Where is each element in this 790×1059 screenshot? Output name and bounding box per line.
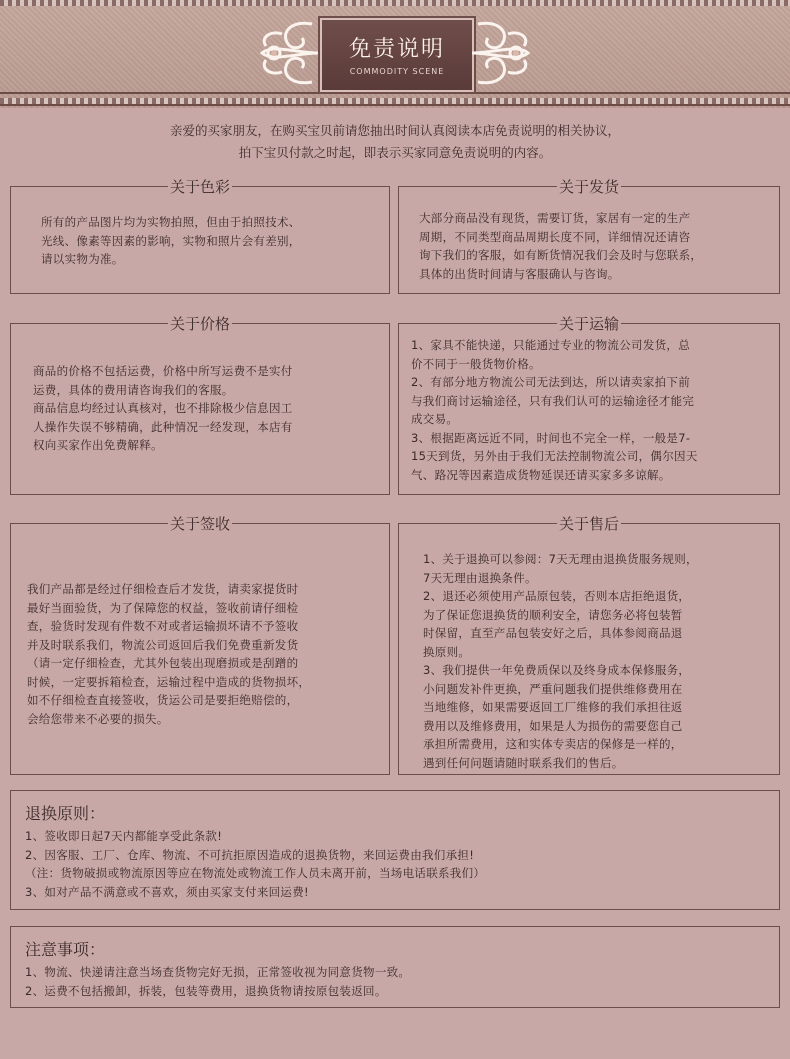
section-heading: 退换原则： (25, 804, 106, 823)
body-line: 时候，一定要拆箱检查，运输过程中造成的货物损坏， (27, 674, 311, 689)
body-line: 1、签收即日起7天内都能享受此条款! (25, 829, 223, 843)
body-line: 最好当面验货，为了保障您的权益，签收前请仔细检 (27, 600, 299, 615)
header-banner (0, 0, 790, 108)
body-line: 具体的出货时间请与客服确认与咨询。 (419, 266, 620, 281)
body-line: 询下我们的客服，如有断货情况我们会及时与您联系， (419, 248, 703, 262)
body-line: 价不同于一般货物价格。 (411, 356, 541, 371)
body-line: 光线、像素等因素的影响，实物和照片会有差别， (41, 233, 301, 248)
body-line: 7天无理由退换条件。 (423, 570, 537, 585)
section-body (27, 580, 310, 728)
page-title: 免责说明 (348, 37, 445, 62)
body-line: 1、物流、快递请注意当场查货物完好无损，正常签收视为同意货物一致。 (25, 965, 411, 979)
body-line: 会给您带来不必要的损失。 (27, 711, 169, 726)
body-line: 人操作失误不够精确，此种情况一经发现，本店有 (33, 419, 293, 434)
scroll-ornament-icon (468, 14, 538, 92)
body-line: （请一定仔细检查，尤其外包装出现磨损或是刮蹭的 (27, 656, 299, 670)
title-plate (320, 18, 474, 92)
section-body (411, 336, 698, 484)
intro-line: 拍下宝贝付款之时起，即表示买家同意免责说明的内容。 (238, 145, 552, 160)
body-line: 2、有部分地方物流公司无法到达，所以请卖家拍下前 (411, 375, 691, 389)
section-heading: 关于售后 (558, 515, 619, 533)
body-line: 1、家具不能快递，只能通过专业的物流公司发货，总 (411, 338, 691, 352)
body-line: 气、路况等因素造成货物延误还请买家多多谅解。 (411, 467, 671, 482)
section-aftersale (398, 515, 780, 775)
section-body (25, 827, 485, 901)
intro-line: 亲爱的买家朋友，在购买宝贝前请您抽出时间认真阅读本店免责说明的相关协议， (169, 123, 620, 138)
body-line: 请以实物为准。 (41, 252, 124, 266)
section-heading: 关于色彩 (169, 178, 230, 196)
section-body (423, 550, 698, 772)
body-line: 运费，具体的费用请咨询我们的客服。 (33, 382, 234, 397)
body-line: 2、退还必须使用产品原包装，否则本店拒绝退货， (423, 589, 691, 603)
section-body (25, 963, 410, 1000)
body-line: 与我们商讨运输途径，只有我们认可的运输途径才能完 (411, 393, 695, 408)
scroll-ornament-icon (252, 14, 322, 92)
body-line: 商品信息均经过认真核对，也不排除极少信息因工 (33, 401, 293, 415)
body-line: 时保留，直至产品包装安好之后，具体参阅商品退 (423, 626, 683, 640)
body-line: 周期，不同类型商品周期长度不同，详细情况还请咨 (419, 229, 691, 244)
body-line: 如不仔细检查直接签收，货运公司是要拒绝赔偿的， (27, 693, 299, 707)
section-color (10, 178, 390, 294)
body-line: 小问题发补件更换，严重问题我们提供维修费用在 (423, 681, 683, 696)
body-line: 3、根据距离远近不同，时间也不完全一样，一般是7- (411, 430, 691, 445)
section-signing (10, 515, 390, 775)
body-line: （注：货物破损或物流原因等应在物流处或物流工作人员未离开前，当场电话联系我们） (25, 866, 486, 880)
section-heading: 关于签收 (169, 515, 230, 533)
lace-border-top (0, 0, 790, 6)
section-notes (10, 926, 780, 1008)
page-subtitle: COMMODITY SCENE (349, 67, 445, 76)
body-line: 3、我们提供一年免费质保以及终身成本保修服务， (423, 663, 691, 677)
section-heading: 关于运输 (558, 315, 619, 333)
body-line: 15天到货，另外由于我们无法控制物流公司，偶尔因天 (411, 449, 698, 463)
section-transport (398, 315, 780, 495)
banner-rule (0, 92, 790, 94)
body-line: 3、如对产品不满意或不喜欢，须由买家支付来回运费! (25, 884, 309, 899)
body-line: 为了保证您退换货的顺利安全，请您务必将包装暂 (423, 607, 683, 622)
body-line: 费用以及维修费用，如果是人为损伤的需要您自己 (423, 718, 683, 733)
section-body (33, 362, 293, 455)
body-line: 遇到任何问题请随时联系我们的售后。 (423, 755, 624, 770)
body-line: 成交易。 (411, 412, 459, 426)
section-heading: 关于发货 (558, 178, 619, 196)
body-line: 所有的产品图片均为实物拍照，但由于拍照技术、 (41, 215, 301, 229)
body-line: 并及时联系我们，物流公司返回后我们免费重新发货 (27, 637, 299, 652)
body-line: 当地维修，如果需要返回工厂维修的我们承担往返 (423, 700, 683, 714)
section-returns (10, 790, 780, 910)
section-heading: 注意事项： (25, 940, 106, 959)
section-shipping (398, 178, 780, 294)
body-line: 2、因客服、工厂、仓库、物流、不可抗拒原因造成的退换货物，来回运费由我们承担! (25, 847, 475, 862)
intro-text (0, 120, 790, 164)
body-line: 换原则。 (423, 644, 471, 659)
body-line: 我们产品都是经过仔细检查后才发货，请卖家提货时 (27, 582, 299, 596)
body-line: 大部分商品没有现货，需要订货，家居有一定的生产 (419, 211, 691, 225)
body-line: 查，验货时发现有件数不对或者运输损坏请不予签收 (27, 619, 299, 633)
body-line: 商品的价格不包括运费，价格中所写运费不是实付 (33, 364, 293, 378)
body-line: 权向买家作出免费解释。 (33, 438, 163, 452)
body-line: 1、关于退换可以参阅：7天无理由退换货服务规则， (423, 552, 698, 566)
body-line: 承担所需费用，这和实体专卖店的保修是一样的， (423, 737, 683, 751)
banner-rule (0, 104, 790, 106)
section-body (419, 209, 702, 283)
section-body (41, 213, 301, 269)
section-price (10, 315, 390, 495)
body-line: 2、运费不包括搬卸，拆装，包装等费用，退换货物请按原包装返回。 (25, 983, 387, 998)
section-heading: 关于价格 (169, 315, 230, 333)
